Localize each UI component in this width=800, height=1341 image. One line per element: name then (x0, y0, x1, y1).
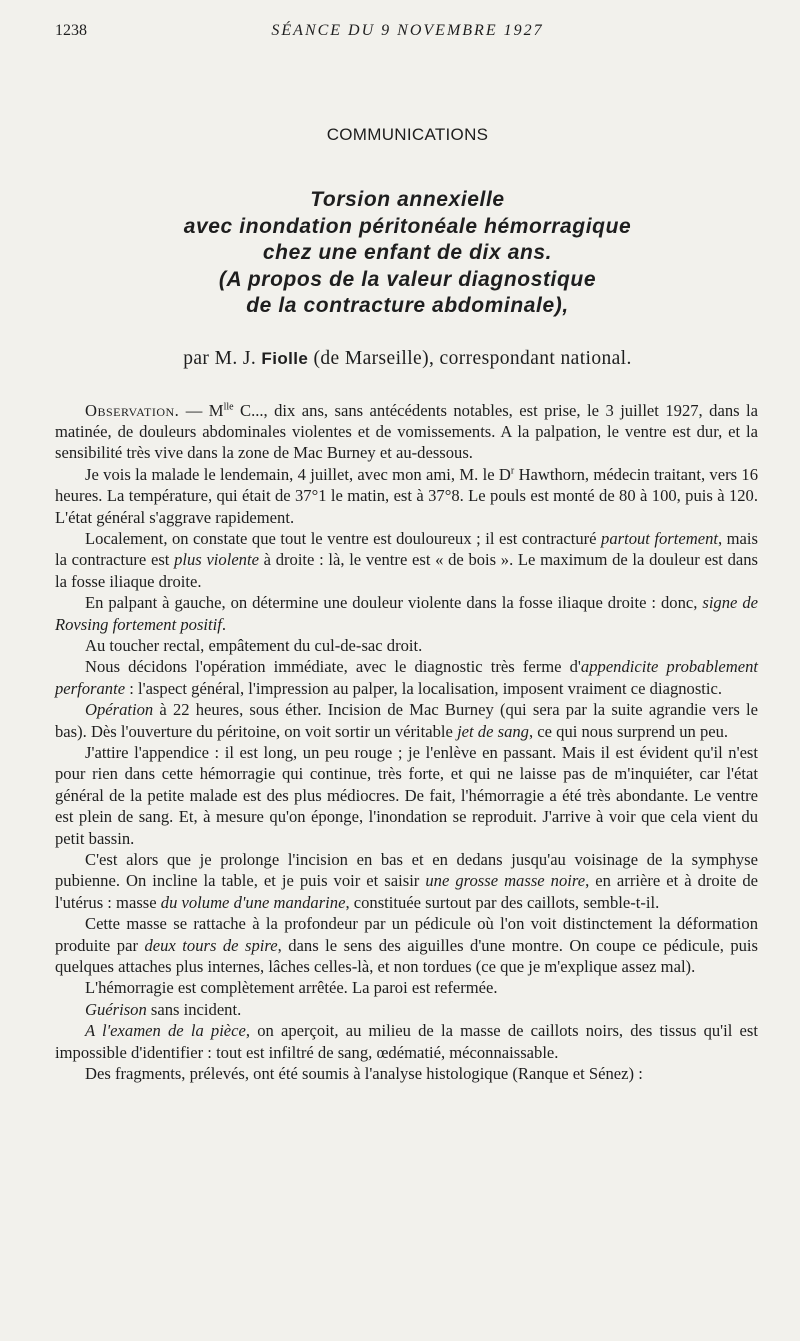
italic-run: A l'examen de la pièce (85, 1021, 246, 1041)
article-body (55, 400, 758, 1085)
paragraph (55, 656, 758, 699)
text-run: à droite : là, le ventre est « de bois ». Le maximum de la douleur est dans la fosse iliaque droite. (55, 550, 758, 591)
text-run: C'est alors que je prolonge l'incision en bas et en dedans jusqu'au voisinage de la symphyse pubienne. On incline la table, et je puis voir et saisir (55, 850, 758, 891)
paragraph (55, 1063, 758, 1084)
paragraph (55, 1020, 758, 1063)
paragraph (55, 592, 758, 635)
text-run: , constituée surtout par des caillots, semble-t-il. (345, 892, 660, 912)
text-run: , en arrière et à droite de l'utérus : masse (55, 871, 759, 912)
text-run: , dans le sens des aiguilles d'une montre. On coupe ce pédicule, puis quelques attaches plus internes, lâches celles-là, et non tordues (ce que je m'explique assez mal). (55, 935, 758, 977)
paragraph (55, 977, 758, 998)
title-line: Torsion annexielle (310, 188, 505, 211)
article-title (55, 187, 760, 320)
italic-run: Opération (85, 700, 154, 720)
italic-run: du volume d'une mandarine (160, 892, 346, 912)
text-run: Cette masse se rattache à la profondeur par un pédicule où l'on voit distinctement la déformation produite par (55, 914, 758, 955)
text-run: J'attire l'appendice : il est long, un peu rouge ; je l'enlève en passant. Mais il est évident qu'il n'est pour rien dans cette hémorragie qui continue, très forte, et qui ne laisse pas de m'inquiéter, car l'état général de la petite malade est des plus médiocres. De fait, l'hémorragie a été très abondante. Le ventre est plein de sang. Et, à mesure qu'on éponge, l'inondation se reproduit. J'arrive à voir que cela vient du petit bassin. (55, 743, 758, 848)
section-heading: COMMUNICATIONS (326, 125, 489, 144)
italic-run: plus violente (174, 550, 259, 570)
running-head (55, 22, 760, 48)
paragraph (55, 913, 758, 977)
italic-run: appendicite probablement perforante (55, 657, 758, 698)
author-affiliation: (de Marseille), correspondant national. (313, 347, 632, 369)
text-run: , on aperçoit, au milieu de la masse de caillots noirs, des tissus qu'il est impossible d'identifier : tout est infiltré de sang, œdématié, méconnaissable. (55, 1021, 758, 1062)
text-run: Hawthorn, médecin traitant, vers 16 heures. La température, qui était de 37°1 le matin, est à 37°8. Le pouls est monté de 80 à 100, puis à 120. L'état général s'aggrave rapidement. (55, 464, 758, 527)
superscript: lle (223, 400, 234, 412)
superscript: r (510, 465, 515, 477)
text-run: En palpant à gauche, on détermine une douleur violente dans la fosse iliaque droite : donc, (85, 593, 703, 613)
text-run: Je vois la malade le lendemain, 4 juillet, avec mon ami, M. le D (85, 464, 511, 484)
title-line: chez une enfant de dix ans. (262, 241, 553, 264)
text-run: Nous décidons l'opération immédiate, avec le diagnostic très ferme d' (85, 657, 581, 677)
paragraph-observation (55, 400, 758, 464)
text-run: — M (179, 400, 224, 420)
author-line (55, 348, 760, 370)
italic-run: une grosse masse noire (425, 871, 586, 891)
paragraph (55, 742, 758, 849)
paragraph (55, 699, 758, 742)
author-name: Fiolle (261, 348, 309, 368)
paragraph (55, 528, 758, 592)
italic-run: partout fortement (601, 528, 718, 548)
paragraph (55, 999, 758, 1020)
text-run: Localement, on constate que tout le ventre est douloureux ; il est contracturé (85, 528, 602, 548)
text-run: à 22 heures, sous éther. Incision de Mac Burney (qui sera par la suite agrandie vers le bas). Dès l'ouverture du péritoine, on voit sortir un véritable (55, 700, 758, 741)
italic-run: jet de sang (457, 721, 529, 741)
paragraph (55, 849, 758, 913)
title-line: (A propos de la valeur diagnostique (218, 267, 597, 291)
text-run: , ce qui nous surprend un peu. (528, 721, 729, 741)
text-run: Au toucher rectal, empâtement du cul-de-sac droit. (85, 635, 423, 655)
paragraph (55, 464, 758, 528)
text-run: : l'aspect général, l'impression au palper, la localisation, imposent vraiment ce diagnostic. (125, 678, 723, 698)
text-run: C..., dix ans, sans antécédents notables, est prise, le 3 juillet 1927, dans la matinée, de douleurs abdominales violentes et de vomissements. A la palpation, le ventre est dur, et la sensibilité très vive dans la zone de Mac Burney et au-dessous. (55, 400, 758, 463)
observation-label: Observation. (85, 400, 180, 420)
text-run: , mais la contracture est (55, 528, 758, 570)
italic-run: deux tours de spire (144, 935, 278, 955)
page-number: 1238 (55, 22, 87, 39)
title-line: avec inondation péritonéale hémorragique (183, 214, 632, 238)
text-run: L'hémorragie est complètement arrêtée. La paroi est refermée. (85, 978, 498, 998)
text-run: Des fragments, prélevés, ont été soumis à l'analyse histologique (Ranque et Sénez) : (85, 1064, 643, 1084)
author-prefix: par M. J. (183, 347, 257, 369)
italic-run: signe de Rovsing fortement positif (55, 593, 758, 634)
title-line: de la contracture abdominale), (246, 294, 569, 317)
text-run: . (221, 614, 227, 634)
italic-run: Guérison (85, 999, 147, 1019)
paragraph (55, 635, 758, 656)
text-run: sans incident. (146, 999, 242, 1019)
running-head-title: SÉANCE DU 9 NOVEMBRE 1927 (271, 22, 544, 39)
